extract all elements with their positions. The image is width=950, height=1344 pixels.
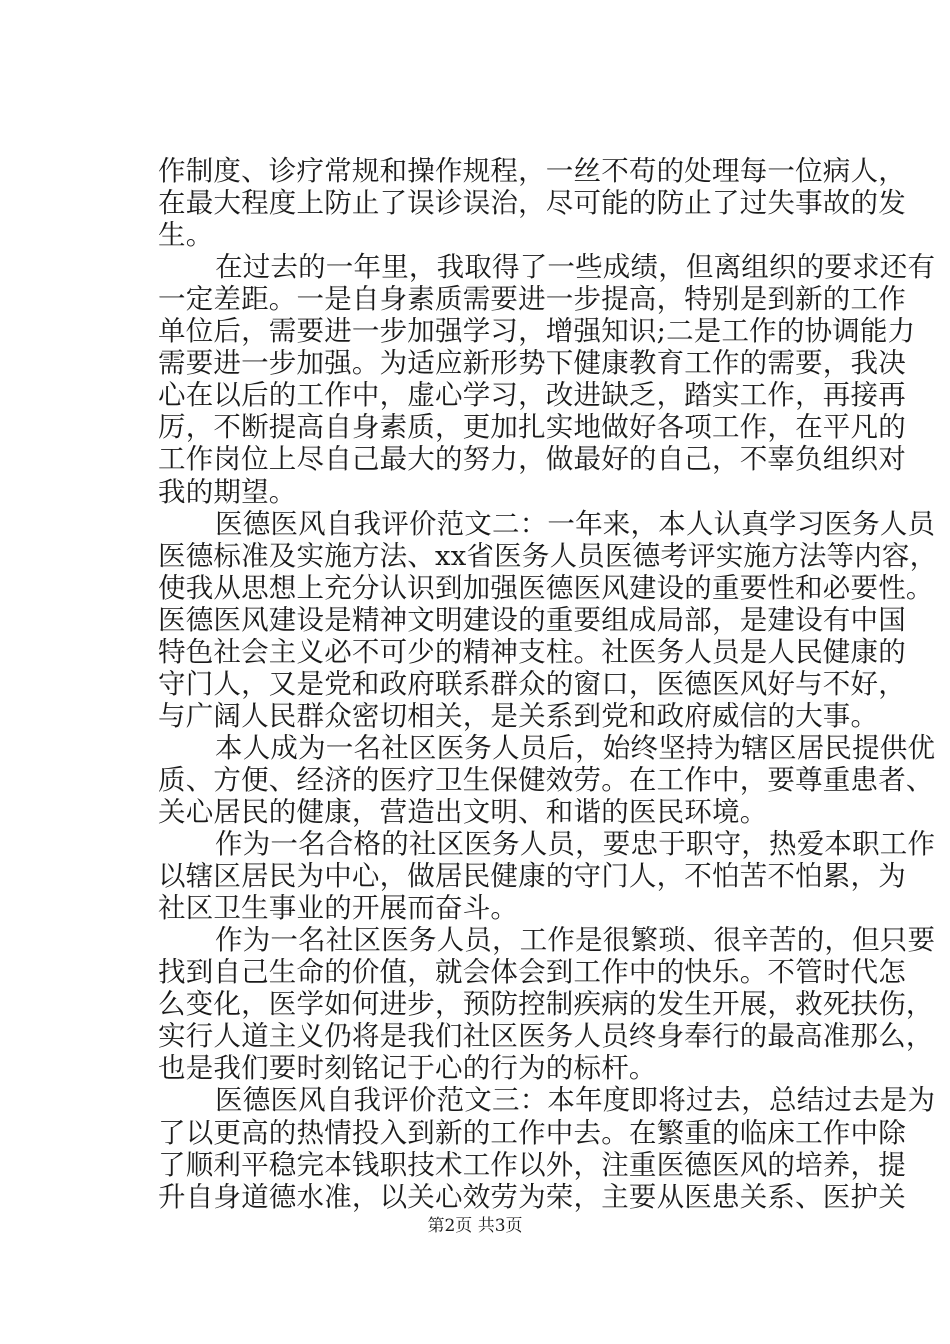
text-line: 守门人，又是党和政府联系群众的窗口，医德医风好与不好， bbox=[158, 667, 906, 700]
text-line: 质、方便、经济的医疗卫生保健效劳。在工作中，要尊重患者、 bbox=[158, 763, 934, 796]
text-line: 心在以后的工作中，虚心学习，改进缺乏，踏实工作，再接再 bbox=[158, 379, 906, 412]
text-line: 工作岗位上尽自己最大的努力，做最好的自己，不辜负组织对 bbox=[158, 443, 906, 476]
text-line: 作为一名社区医务人员，工作是很繁琐、很辛苦的，但只要 bbox=[215, 924, 936, 957]
text-line: 以辖区居民为中心，做居民健康的守门人，不怕苦不怕累，为 bbox=[158, 860, 906, 893]
text-line: 单位后，需要进一步加强学习，增强知识;二是工作的协调能力 bbox=[158, 315, 916, 348]
text-line: 我的期望。 bbox=[158, 475, 297, 508]
text-line: 生。 bbox=[158, 219, 214, 252]
text-line: 医德标准及实施方法、xx省医务人员医德考评实施方法等内容， bbox=[158, 539, 938, 572]
text-line: 作为一名合格的社区医务人员，要忠于职守，热爱本职工作 bbox=[215, 828, 936, 861]
text-line: 医德医风自我评价范文三：本年度即将过去，总结过去是为 bbox=[215, 1084, 936, 1117]
text-line: 本人成为一名社区医务人员后，始终坚持为辖区居民提供优 bbox=[215, 731, 936, 764]
text-line: 厉，不断提高自身素质，更加扎实地做好各项工作，在平凡的 bbox=[158, 411, 906, 444]
text-line: 找到自己生命的价值，就会体会到工作中的快乐。不管时代怎 bbox=[158, 956, 906, 989]
text-line: 了顺利平稳完本钱职技术工作以外，注重医德医风的培养，提 bbox=[158, 1148, 906, 1181]
text-line: 在过去的一年里，我取得了一些成绩，但离组织的要求还有 bbox=[215, 251, 936, 284]
text-line: 么变化，医学如何进步，预防控制疾病的发生开展，救死扶伤， bbox=[158, 988, 934, 1021]
text-line: 在最大程度上防止了误诊误治，尽可能的防止了过失事故的发 bbox=[158, 187, 906, 220]
text-line: 也是我们要时刻铭记于心的行为的标杆。 bbox=[158, 1052, 657, 1085]
text-line: 使我从思想上充分认识到加强医德医风建设的重要性和必要性。 bbox=[158, 571, 934, 604]
page-footer: 第2页 共3页 bbox=[427, 1216, 523, 1236]
text-line: 一定差距。一是自身素质需要进一步提高，特别是到新的工作 bbox=[158, 283, 906, 316]
text-line: 实行人道主义仍将是我们社区医务人员终身奉行的最高准那么， bbox=[158, 1020, 934, 1053]
text-line: 需要进一步加强。为适应新形势下健康教育工作的需要，我决 bbox=[158, 347, 906, 380]
text-line: 社区卫生事业的开展而奋斗。 bbox=[158, 892, 519, 925]
text-line: 医德医风自我评价范文二：一年来，本人认真学习医务人员 bbox=[215, 507, 936, 540]
text-line: 与广阔人民群众密切相关，是关系到党和政府威信的大事。 bbox=[158, 699, 879, 732]
text-line: 特色社会主义必不可少的精神支柱。社医务人员是人民健康的 bbox=[158, 635, 906, 668]
text-line: 医德医风建设是精神文明建设的重要组成局部，是建设有中国 bbox=[158, 603, 906, 636]
text-line: 关心居民的健康，营造出文明、和谐的医民环境。 bbox=[158, 796, 768, 828]
text-line: 了以更高的热情投入到新的工作中去。在繁重的临床工作中除 bbox=[158, 1116, 906, 1149]
text-line: 升自身道德水准，以关心效劳为荣，主要从医患关系、医护关 bbox=[158, 1180, 906, 1213]
text-line: 作制度、诊疗常规和操作规程，一丝不苟的处理每一位病人， bbox=[158, 155, 906, 187]
